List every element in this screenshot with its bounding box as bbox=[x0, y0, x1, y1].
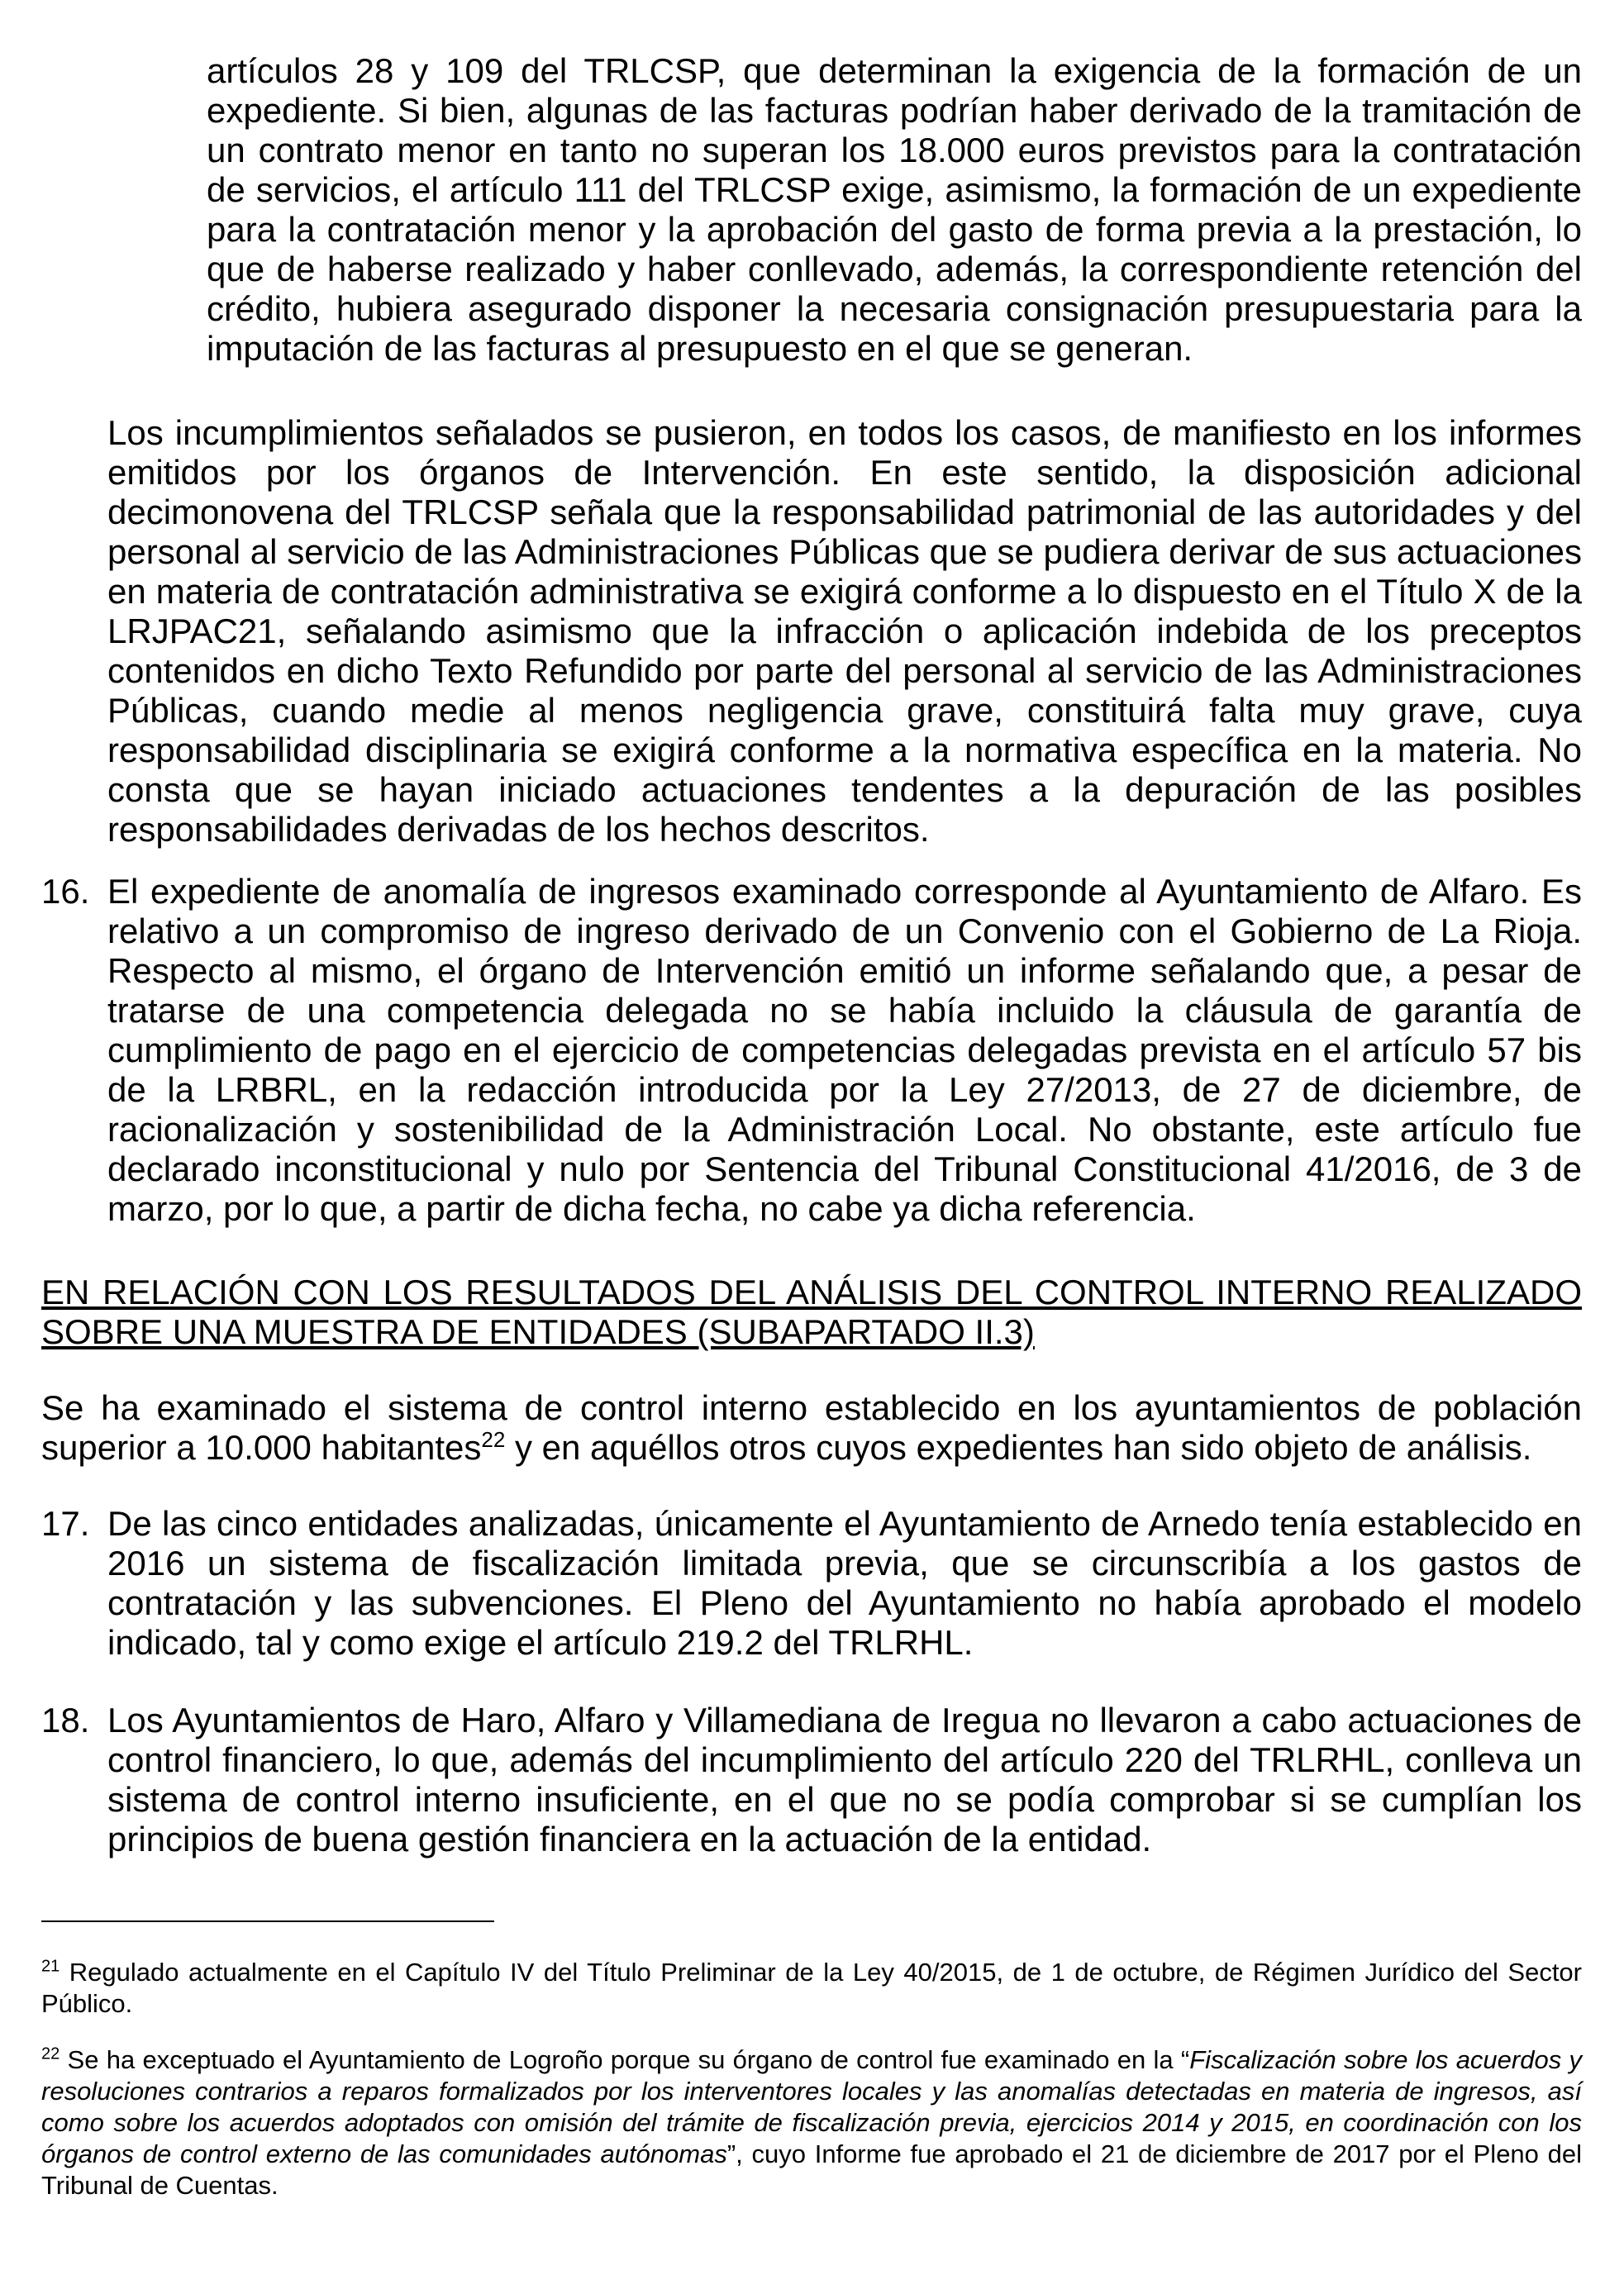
item-18-text: Los Ayuntamientos de Haro, Alfaro y Villamediana de Iregua no llevaron a cabo actuaciones de control financiero, lo que, además del incumplimiento del artículo 220 del TRLRHL, conlleva un sistema de control interno insuficiente, en el que no se podía comprobar si se cumplían los principios de buena gestión financiera en la actuación de la entidad. bbox=[107, 1701, 1582, 1859]
footnote-22-text-after: ”, cuyo Informe fue aprobado el 21 de diciembre de 2017 por el Pleno del Tribunal de Cuentas. bbox=[41, 2139, 1582, 2200]
intro-text-before: Se ha examinado el sistema de control interno establecido en los ayuntamientos de población superior a 10.000 habitantes bbox=[41, 1388, 1582, 1467]
item-17-text: De las cinco entidades analizadas, únicamente el Ayuntamiento de Arnedo tenía establecido en 2016 un sistema de fiscalización limitada previa, que se circunscribía a los gastos de contratación y las subvenciones. El Pleno del Ayuntamiento no había aprobado el modelo indicado, tal y como exige el artículo 219.2 del TRLRHL. bbox=[107, 1504, 1582, 1662]
footnote-22-report-title: Fiscalización sobre los acuerdos y resoluciones contrarios a reparos formalizados por los interventores locales y las anomalías detectadas en materia de ingresos, así como sobre los acuerdos adoptados con omisión del trámite de fiscalización previa, ejercicios 2014 y 2015, en coordinación con los órganos de control externo de las comunidades autónomas bbox=[41, 2045, 1582, 2168]
incumplimientos-paragraph: Los incumplimientos señalados se pusieron, en todos los casos, de manifiesto en los informes emitidos por los órganos de Intervención. En este sentido, la disposición adicional decimonovena del TRLCSP señala que la responsabilidad patrimonial de las autoridades y del personal al servicio de las Administraciones Públicas que se pudiera derivar de sus actuaciones en materia de contratación administrativa se exigirá conforme a lo dispuesto en el Título X de la LRJPAC21, señalando asimismo que la infracción o aplicación indebida de los preceptos contenidos en dicho Texto Refundido por parte del personal al servicio de las Administraciones Públicas, cuando medie al menos negligencia grave, constituirá falta muy grave, cuya responsabilidad disciplinaria se exigirá conforme a la normativa específica en la materia. No consta que se hayan iniciado actuaciones tendentes a la depuración de las posibles responsabilidades derivadas de los hechos descritos. bbox=[107, 413, 1582, 849]
item-17-number: 17. bbox=[41, 1504, 90, 1543]
item-18-number: 18. bbox=[41, 1701, 90, 1740]
item-16-number: 16. bbox=[41, 872, 90, 911]
section-heading: EN RELACIÓN CON LOS RESULTADOS DEL ANÁLISIS DEL CONTROL INTERNO REALIZADO SOBRE UNA MUESTRA DE ENTIDADES (SUBAPARTADO II.3) bbox=[41, 1273, 1582, 1351]
footnote-22 bbox=[41, 2044, 1582, 2201]
footnote-22-number: 22 bbox=[41, 2044, 60, 2063]
footnote-21 bbox=[41, 1957, 1582, 2020]
item-16-text: El expediente de anomalía de ingresos examinado corresponde al Ayuntamiento de Alfaro. Es relativo a un compromiso de ingreso derivado de un Convenio con el Gobierno de La Rioja. Respecto al mismo, el órgano de Intervención emitió un informe señalando que, a pesar de tratarse de una competencia delegada no se había incluido la cláusula de garantía de cumplimiento de pago en el ejercicio de competencias delegadas prevista en el artículo 57 bis de la LRBRL, en la redacción introducida por la Ley 27/2013, de 27 de diciembre, de racionalización y sostenibilidad de la Administración Local. No obstante, este artículo fue declarado inconstitucional y nulo por Sentencia del Tribunal Constitucional 41/2016, de 3 de marzo, por lo que, a partir de dicha fecha, no cabe ya dicha referencia. bbox=[107, 872, 1582, 1228]
footnote-21-number: 21 bbox=[41, 1957, 60, 1976]
footnote-separator bbox=[41, 1920, 494, 1922]
footnote-ref-22[interactable]: 22 bbox=[481, 1427, 506, 1452]
footnote-22-text-before: Se ha exceptuado el Ayuntamiento de Logroño porque su órgano de control fue examinado en la “ bbox=[60, 2045, 1190, 2074]
intro-text-after: y en aquéllos otros cuyos expedientes han sido objeto de análisis. bbox=[505, 1428, 1532, 1467]
intro-paragraph bbox=[41, 1388, 1582, 1468]
continuation-paragraph: artículos 28 y 109 del TRLCSP, que determinan la exigencia de la formación de un expediente. Si bien, algunas de las facturas podrían haber derivado de la tramitación de un contrato menor en tanto no superan los 18.000 euros previstos para la contratación de servicios, el artículo 111 del TRLCSP exige, asimismo, la formación de un expediente para la contratación menor y la aprobación del gasto de forma previa a la prestación, lo que de haberse realizado y haber conllevado, además, la correspondiente retención del crédito, hubiera asegurado disponer la necesaria consignación presupuestaria para la imputación de las facturas al presupuesto en el que se generan. bbox=[207, 51, 1582, 368]
footnote-21-text: Regulado actualmente en el Capítulo IV del Título Preliminar de la Ley 40/2015, de 1 de octubre, de Régimen Jurídico del Sector Público. bbox=[41, 1958, 1582, 2018]
